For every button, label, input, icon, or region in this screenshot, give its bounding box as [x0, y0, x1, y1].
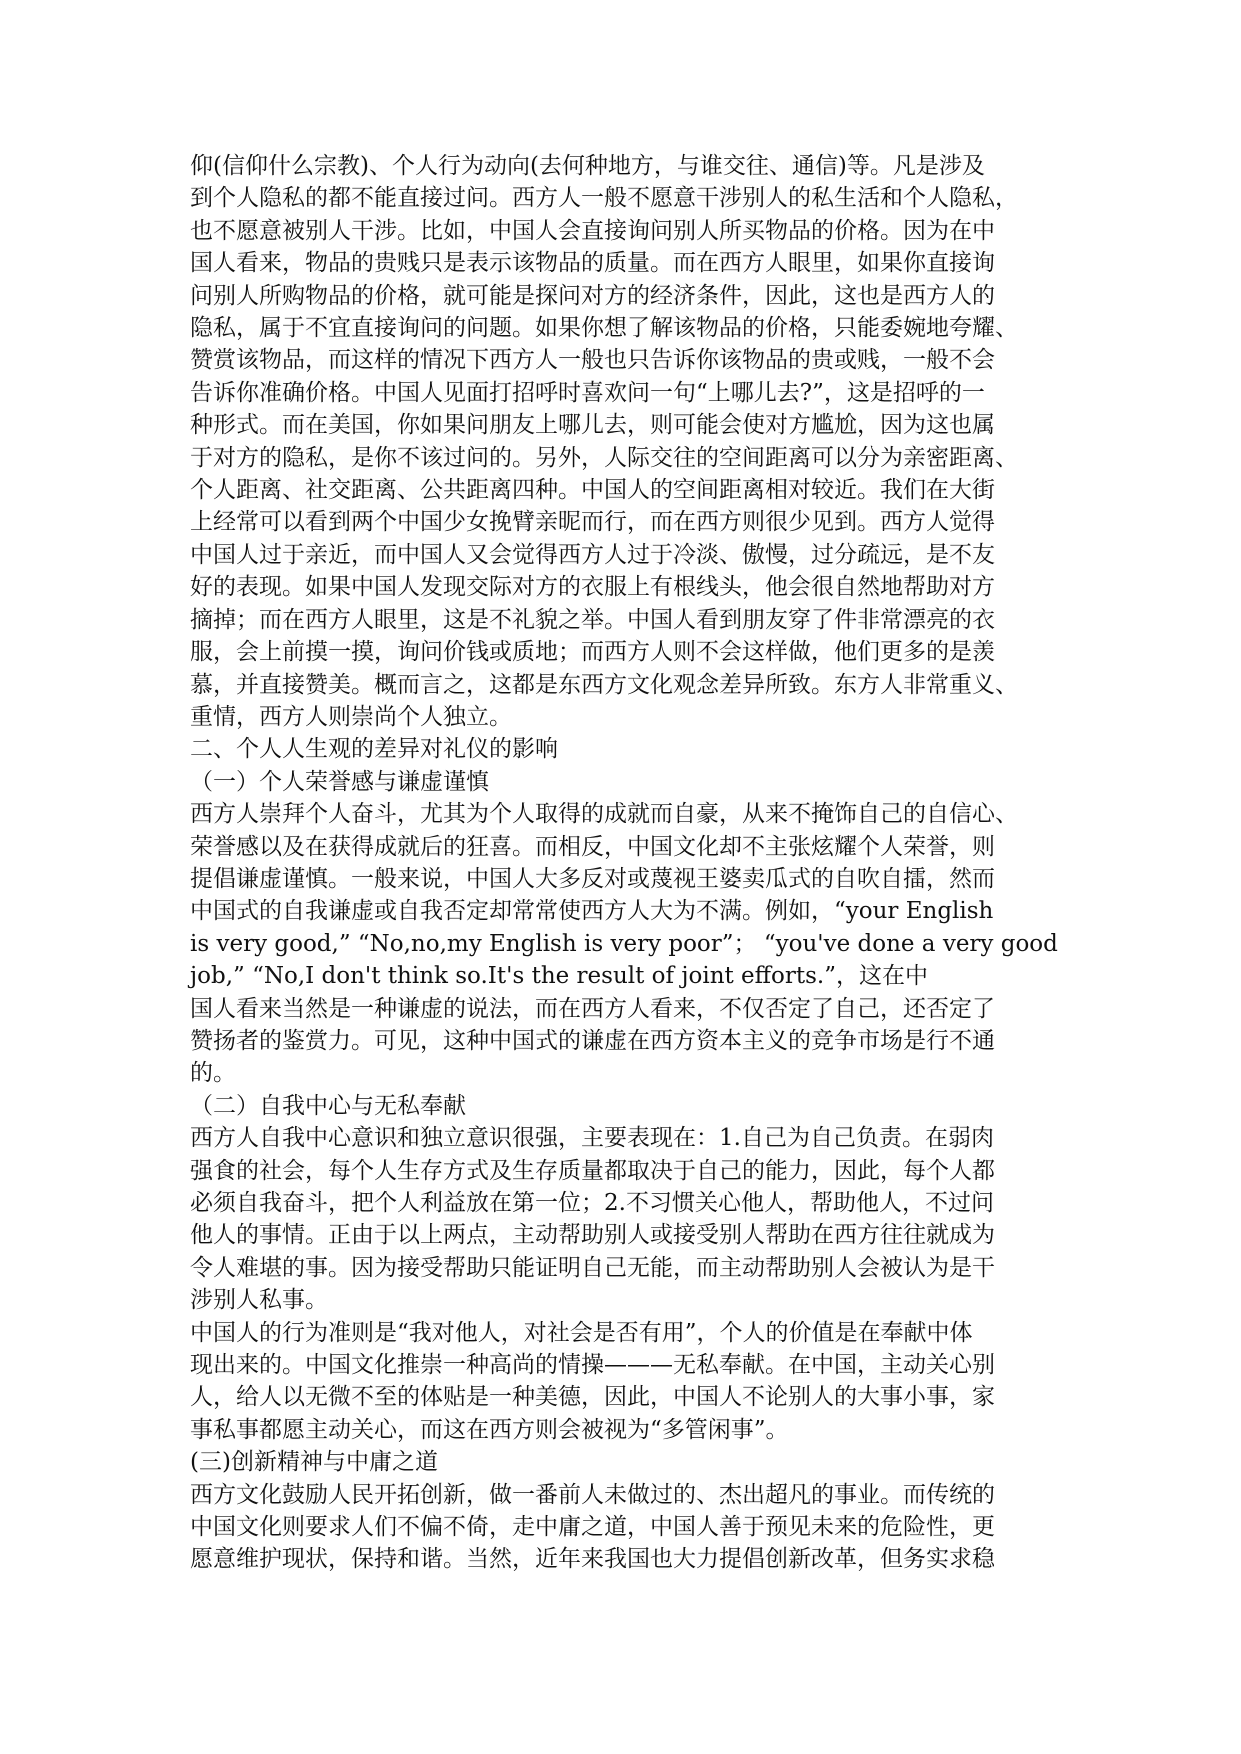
text-line: 好的表现。如果中国人发现交际对方的衣服上有根线头，他会很自然地帮助对方 — [190, 574, 995, 601]
text-line: 人，给人以无微不至的体贴是一种美德，因此，中国人不论别人的大事小事，家 — [190, 1384, 995, 1411]
document-page — [190, 150, 1090, 1576]
text-line: (三)创新精神与中庸之道 — [190, 1449, 438, 1476]
text-line: 愿意维护现状，保持和谐。当然，近年来我国也大力提倡创新改革，但务实求稳 — [190, 1546, 995, 1573]
text-line: 西方文化鼓励人民开拓创新，做一番前人未做过的、杰出超凡的事业。而传统的 — [190, 1481, 995, 1508]
text-line: 荣誉感以及在获得成就后的狂喜。而相反，中国文化却不主张炫耀个人荣誉，则 — [190, 833, 995, 860]
text-line: 上经常可以看到两个中国少女挽臂亲昵而行，而在西方则很少见到。西方人觉得 — [190, 509, 995, 536]
text-line: 二、个人人生观的差异对礼仪的影响 — [190, 736, 558, 763]
text-line: 于对方的隐私，是你不该过问的。另外，人际交往的空间距离可以分为亲密距离、 — [190, 444, 1018, 471]
text-line: 到个人隐私的都不能直接过问。西方人一般不愿意干涉别人的私生活和个人隐私， — [190, 185, 1018, 212]
text-line: 令人难堪的事。因为接受帮助只能证明自己无能，而主动帮助别人会被认为是干 — [190, 1254, 995, 1281]
text-line: 西方人自我中心意识和独立意识很强，主要表现在：1.自己为自己负责。在弱肉 — [190, 1125, 994, 1152]
text-line: 重情，西方人则崇尚个人独立。 — [190, 703, 512, 730]
text-line: 国人看来当然是一种谦虚的说法，而在西方人看来，不仅否定了自己，还否定了 — [190, 995, 995, 1022]
text-line: （二）自我中心与无私奉献 — [190, 1092, 466, 1119]
text-line: 种形式。而在美国，你如果问朋友上哪儿去，则可能会使对方尴尬，因为这也属 — [190, 412, 995, 439]
text-line: 服，会上前摸一摸，询问价钱或质地；而西方人则不会这样做，他们更多的是羡 — [190, 639, 995, 666]
text-line: 他人的事情。正由于以上两点，主动帮助别人或接受别人帮助在西方往往就成为 — [190, 1222, 995, 1249]
text-line: 慕，并直接赞美。概而言之，这都是东西方文化观念差异所致。东方人非常重义、 — [190, 671, 1018, 698]
text-line: 仰(信仰什么宗教)、个人行为动向(去何种地方，与谁交往、通信)等。凡是涉及 — [190, 153, 985, 179]
text-line: 西方人崇拜个人奋斗，尤其为个人取得的成就而自豪，从来不掩饰自己的自信心、 — [190, 801, 1018, 828]
text-line: 事私事都愿主动关心，而这在西方则会被视为“多管闲事”。 — [190, 1416, 789, 1443]
text-line: 提倡谦虚谨慎。一般来说，中国人大多反对或蔑视王婆卖瓜式的自吹自擂，然而 — [190, 865, 995, 892]
text-line: 也不愿意被别人干涉。比如，中国人会直接询问别人所买物品的价格。因为在中 — [190, 217, 995, 244]
text-line: 中国人的行为准则是“我对他人，对社会是否有用”，个人的价值是在奉献中体 — [190, 1319, 973, 1346]
text-line: 强食的社会，每个人生存方式及生存质量都取决于自己的能力，因此，每个人都 — [190, 1157, 995, 1184]
text-line: 国人看来，物品的贵贱只是表示该物品的质量。而在西方人眼里，如果你直接询 — [190, 250, 995, 277]
text-line: 隐私，属于不宜直接询问的问题。如果你想了解该物品的价格，只能委婉地夸耀、 — [190, 315, 1018, 342]
text-line: 中国式的自我谦虚或自我否定却常常使西方人大为不满。例如，“your English — [190, 898, 994, 925]
text-line: 问别人所购物品的价格，就可能是探问对方的经济条件，因此，这也是西方人的 — [190, 282, 995, 309]
text-line: 的。 — [190, 1060, 236, 1087]
text-line: 中国人过于亲近，而中国人又会觉得西方人过于冷淡、傲慢，过分疏远，是不友 — [190, 541, 995, 568]
text-line: 赞扬者的鉴赏力。可见，这种中国式的谦虚在西方资本主义的竞争市场是行不通 — [190, 1027, 995, 1054]
text-line: 赞赏该物品，而这样的情况下西方人一般也只告诉你该物品的贵或贱，一般不会 — [190, 347, 995, 374]
text-line: （一）个人荣誉感与谦虚谨慎 — [190, 768, 489, 795]
text-line: 中国文化则要求人们不偏不倚，走中庸之道，中国人善于预见未来的危险性，更 — [190, 1514, 995, 1541]
text-line: 涉别人私事。 — [190, 1287, 328, 1314]
text-line: 摘掉；而在西方人眼里，这是不礼貌之举。中国人看到朋友穿了件非常漂亮的衣 — [190, 606, 995, 633]
text-line: 现出来的。中国文化推崇一种高尚的情操———无私奉献。在中国，主动关心别 — [190, 1352, 995, 1379]
text-line: is very good,” “No,no,my English is very poor”； “you've done a very good — [190, 930, 1058, 957]
text-line: job,” “No,I don't think so.It's the result of joint efforts.”，这在中 — [190, 963, 928, 990]
text-line: 告诉你准确价格。中国人见面打招呼时喜欢问一句“上哪儿去?”，这是招呼的一 — [190, 379, 985, 406]
text-line: 必须自我奋斗，把个人利益放在第一位；2.不习惯关心他人，帮助他人，不过问 — [190, 1190, 994, 1216]
text-line: 个人距离、社交距离、公共距离四种。中国人的空间距离相对较近。我们在大街 — [190, 477, 995, 504]
